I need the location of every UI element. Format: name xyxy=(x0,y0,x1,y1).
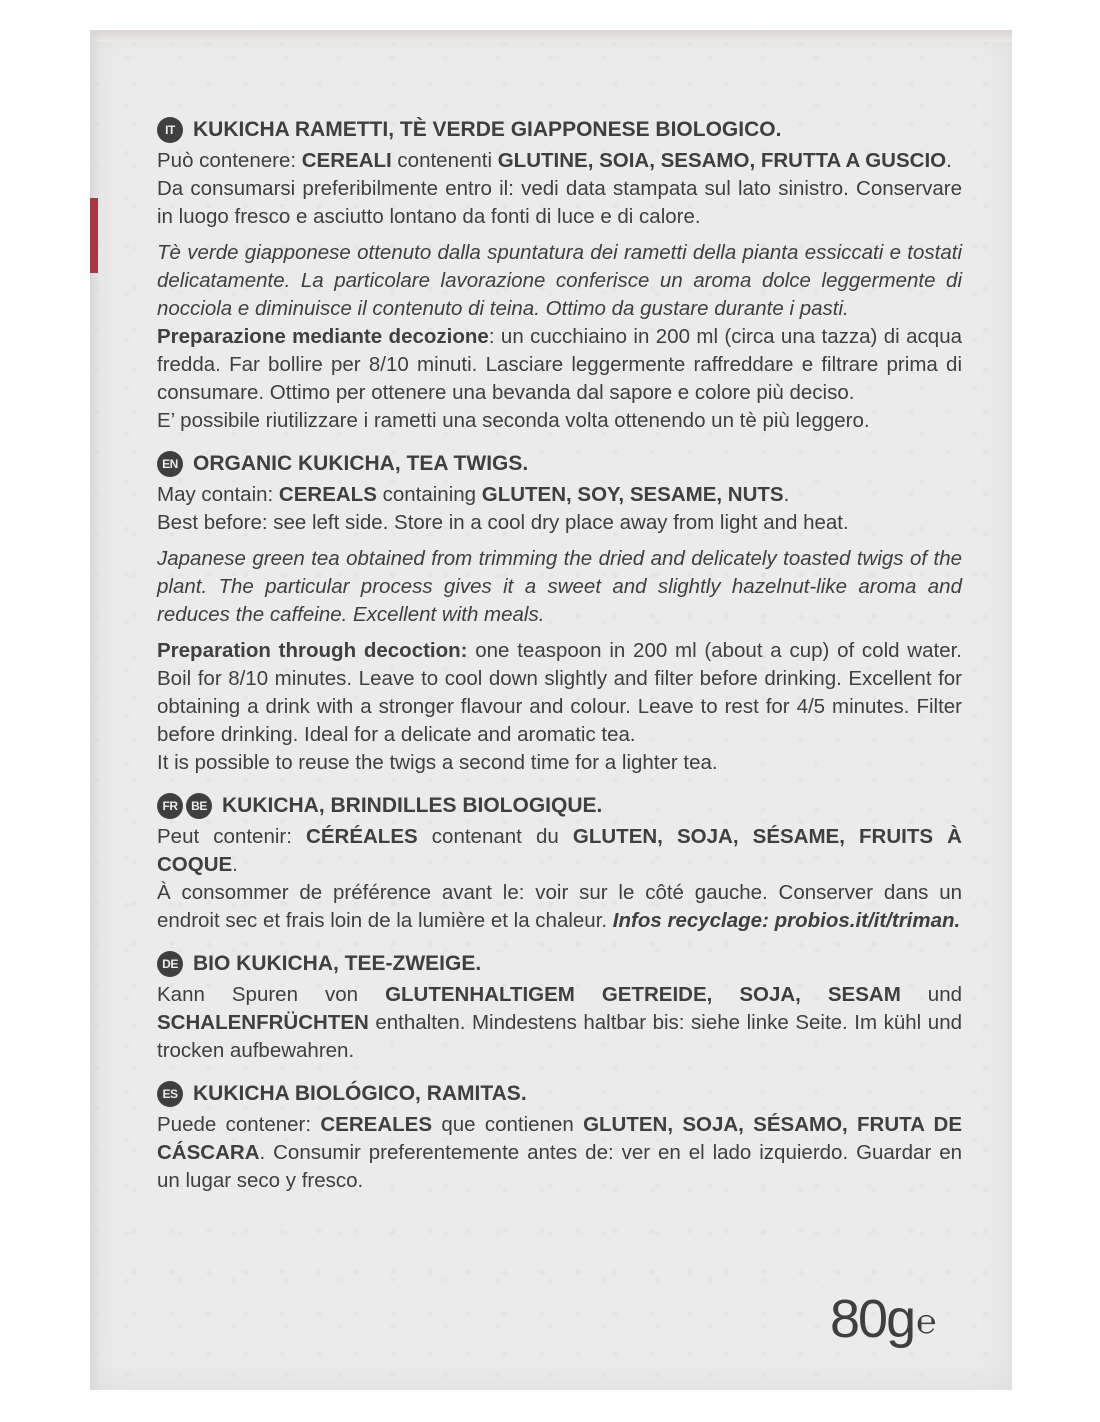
description-english: Japanese green tea obtained from trimming the dried and delicately toasted twigs of the plant. The particular process gives it a sweet and slightly hazelnut-like aroma and reduces the caffeine. Excellent with meals. xyxy=(157,547,962,626)
net-weight: 80g℮ xyxy=(830,1289,935,1349)
language-badge-fr: FR xyxy=(157,793,183,819)
heading-english xyxy=(157,449,962,479)
title-german: BIO KUKICHA, TEE-ZWEIGE. xyxy=(193,952,482,975)
language-badge-it: IT xyxy=(157,117,183,143)
description-italian: Tè verde giapponese ottenuto dalla spuntatura dei rametti della pianta essiccati e tostati delicatamente. La particolare lavorazione conferisce un aroma dolce leggermente di nocciola e diminuisce il contenuto di teina. Ottimo da gustare durante i pasti. xyxy=(157,241,962,320)
storage-english: Best before: see left side. Store in a cool dry place away from light and heat. xyxy=(157,511,849,534)
section-italian xyxy=(157,115,962,435)
storage-french: À consommer de préférence avant le: voir sur le côté gauche. Conserver dans un endroit sec et frais loin de la lumière et la chaleur. Infos recyclage: probios.it/it/triman. xyxy=(157,881,962,932)
reuse-italian: E’ possibile riutilizzare i rametti una seconda volta ottenendo un tè più leggero. xyxy=(157,409,870,432)
red-side-mark xyxy=(90,198,98,273)
preparation-english: Preparation through decoction: one teaspoon in 200 ml (about a cup) of cold water. Boil for 8/10 minutes. Leave to cool down slightly and filter before drinking. Excellent for obtaining a drink with a stronger flavour and colour. Leave to rest for 4/5 minutes. Filter before drinking. Ideal for a delicate and aromatic tea. xyxy=(157,639,962,746)
preparation-italian: Preparazione mediante decozione: un cucchiaino in 200 ml (circa una tazza) di acqua fredda. Far bollire per 8/10 minuti. Lasciare leggermente raffreddare e filtrare prima di consumare. Ottimo per ottenere una bevanda dal sapore e colore più deciso. xyxy=(157,325,963,404)
title-spanish: KUKICHA BIOLÓGICO, RAMITAS. xyxy=(193,1082,527,1105)
allergens-spanish: Puede contener: CEREALES que contienen GLUTEN, SOJA, SÉSAMO, FRUTA DE CÁSCARA. Consumir preferentemente antes de: ver en el lado izquierdo. Guardar en un lugar seco y fresco. xyxy=(157,1113,962,1192)
allergens-italian: Può contenere: CEREALI contenenti GLUTINE, SOIA, SESAMO, FRUTTA A GUSCIO. xyxy=(157,149,952,172)
heading-german xyxy=(157,949,962,979)
title-french: KUKICHA, BRINDILLES BIOLOGIQUE. xyxy=(222,794,603,817)
allergens-french: Peut contenir: CÉRÉALES contenant du GLUTEN, SOJA, SÉSAME, FRUITS À COQUE. xyxy=(157,825,962,876)
reuse-english: It is possible to reuse the twigs a second time for a lighter tea. xyxy=(157,751,718,774)
label-text xyxy=(157,115,962,1209)
heading-spanish xyxy=(157,1079,962,1109)
package-top-edge xyxy=(90,30,1012,42)
language-badge-en: EN xyxy=(157,451,183,477)
language-badge-de: DE xyxy=(157,951,183,977)
section-german xyxy=(157,949,962,1065)
language-badge-es: ES xyxy=(157,1081,183,1107)
title-english: ORGANIC KUKICHA, TEA TWIGS. xyxy=(193,452,529,475)
section-english xyxy=(157,449,962,777)
title-italian: KUKICHA RAMETTI, TÈ VERDE GIAPPONESE BIOLOGICO. xyxy=(193,118,782,141)
estimated-sign-icon: ℮ xyxy=(916,1303,935,1341)
storage-italian: Da consumarsi preferibilmente entro il: vedi data stampata sul lato sinistro. Conservare in luogo fresco e asciutto lontano da fonti di luce e di calore. xyxy=(157,177,962,228)
allergens-english: May contain: CEREALS containing GLUTEN, SOY, SESAME, NUTS. xyxy=(157,483,790,506)
section-spanish xyxy=(157,1079,962,1195)
heading-italian xyxy=(157,115,962,145)
heading-french xyxy=(157,791,962,821)
recycling-info: Infos recyclage: probios.it/it/triman. xyxy=(612,909,961,932)
section-french xyxy=(157,791,962,935)
allergens-german: Kann Spuren von GLUTENHALTIGEM GETREIDE, SOJA, SESAM und SCHALENFRÜCHTEN enthalten. Mindestens haltbar bis: siehe linke Seite. Im kühl und trocken aufbewahren. xyxy=(157,983,963,1062)
language-badge-be: BE xyxy=(186,793,212,819)
